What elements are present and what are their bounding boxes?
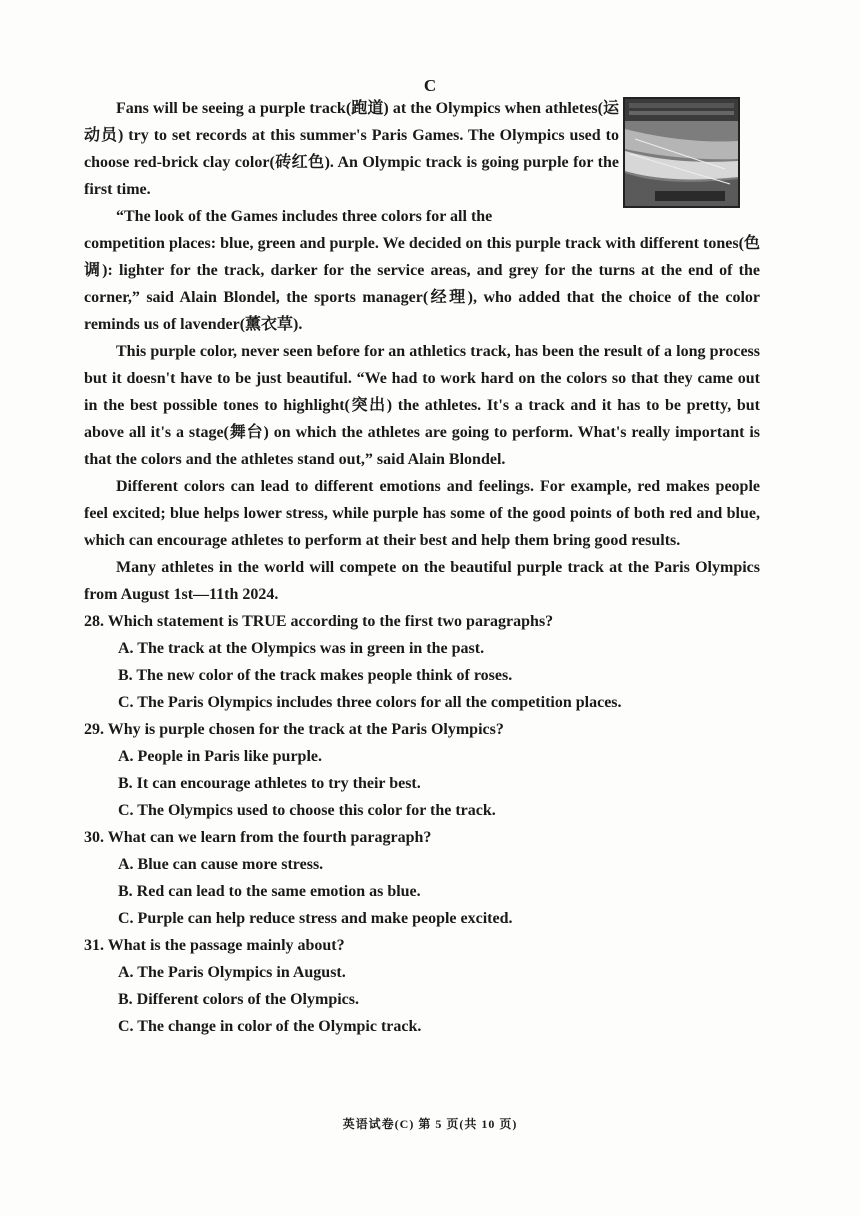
question-31: 31. What is the passage mainly about? bbox=[84, 937, 345, 954]
question-29-option-a: A. People in Paris like purple. bbox=[118, 748, 322, 765]
question-28-option-c: C. The Paris Olympics includes three colors for all the competition places. bbox=[118, 694, 622, 711]
question-28-option-b: B. The new color of the track makes people think of roses. bbox=[118, 667, 513, 684]
question-30: 30. What can we learn from the fourth paragraph? bbox=[84, 829, 432, 846]
question-31-option-a: A. The Paris Olympics in August. bbox=[118, 964, 346, 981]
paragraph-3: This purple color, never seen before for an athletics track, has been the result of a long process but it doesn't have to be just beautiful. “We had to work hard on the colors so that they came out in the best possible tones to highlight(突出) the athletes. It's a track and it has to be pretty, but above all it's a stage(舞台) on which the athletes are going to perform. What's really important is that the colors and the athletes stand out,” said Alain Blondel. bbox=[84, 343, 760, 468]
question-30-option-c: C. Purple can help reduce stress and make people excited. bbox=[118, 910, 513, 927]
passage-and-questions bbox=[84, 95, 760, 1040]
paragraph-2-rest: competition places: blue, green and purple. We decided on this purple track with different tones(色调): lighter for the track, darker for the service areas, and grey for the turns at the end of the corner,” said Alain Blondel, the sports manager(经理), who added that the choice of the color reminds us of lavender(薰衣草). bbox=[84, 235, 760, 333]
paragraph-5: Many athletes in the world will compete on the beautiful purple track at the Paris Olympics from August 1st—11th 2024. bbox=[84, 559, 760, 603]
question-29-option-b: B. It can encourage athletes to try their best. bbox=[118, 775, 421, 792]
question-28: 28. Which statement is TRUE according to the first two paragraphs? bbox=[84, 613, 554, 630]
paragraph-4: Different colors can lead to different emotions and feelings. For example, red makes people feel excited; blue helps lower stress, while purple has some of the good points of both red and blue, which can encourage athletes to perform at their best and help them bring good results. bbox=[84, 478, 760, 549]
question-30-option-a: A. Blue can cause more stress. bbox=[118, 856, 324, 873]
question-29-option-c: C. The Olympics used to choose this color for the track. bbox=[118, 802, 496, 819]
question-31-option-b: B. Different colors of the Olympics. bbox=[118, 991, 359, 1008]
question-30-option-b: B. Red can lead to the same emotion as blue. bbox=[118, 883, 421, 900]
question-28-option-a: A. The track at the Olympics was in green in the past. bbox=[118, 640, 485, 657]
page-footer: 英语试卷(C) 第 5 页(共 10 页) bbox=[342, 1117, 518, 1131]
question-31-option-c: C. The change in color of the Olympic track. bbox=[118, 1018, 422, 1035]
paragraph-2-start: “The look of the Games includes three colors for all the bbox=[116, 208, 493, 225]
paragraph-1: Fans will be seeing a purple track(跑道) at the Olympics when athletes(运动员) try to set records at this summer's Paris Games. The Olympics used to choose red-brick clay color(砖红色). An Olympic track is going purple for the first time. bbox=[84, 100, 619, 198]
section-heading: C bbox=[423, 76, 437, 95]
question-29: 29. Why is purple chosen for the track at the Paris Olympics? bbox=[84, 721, 504, 738]
